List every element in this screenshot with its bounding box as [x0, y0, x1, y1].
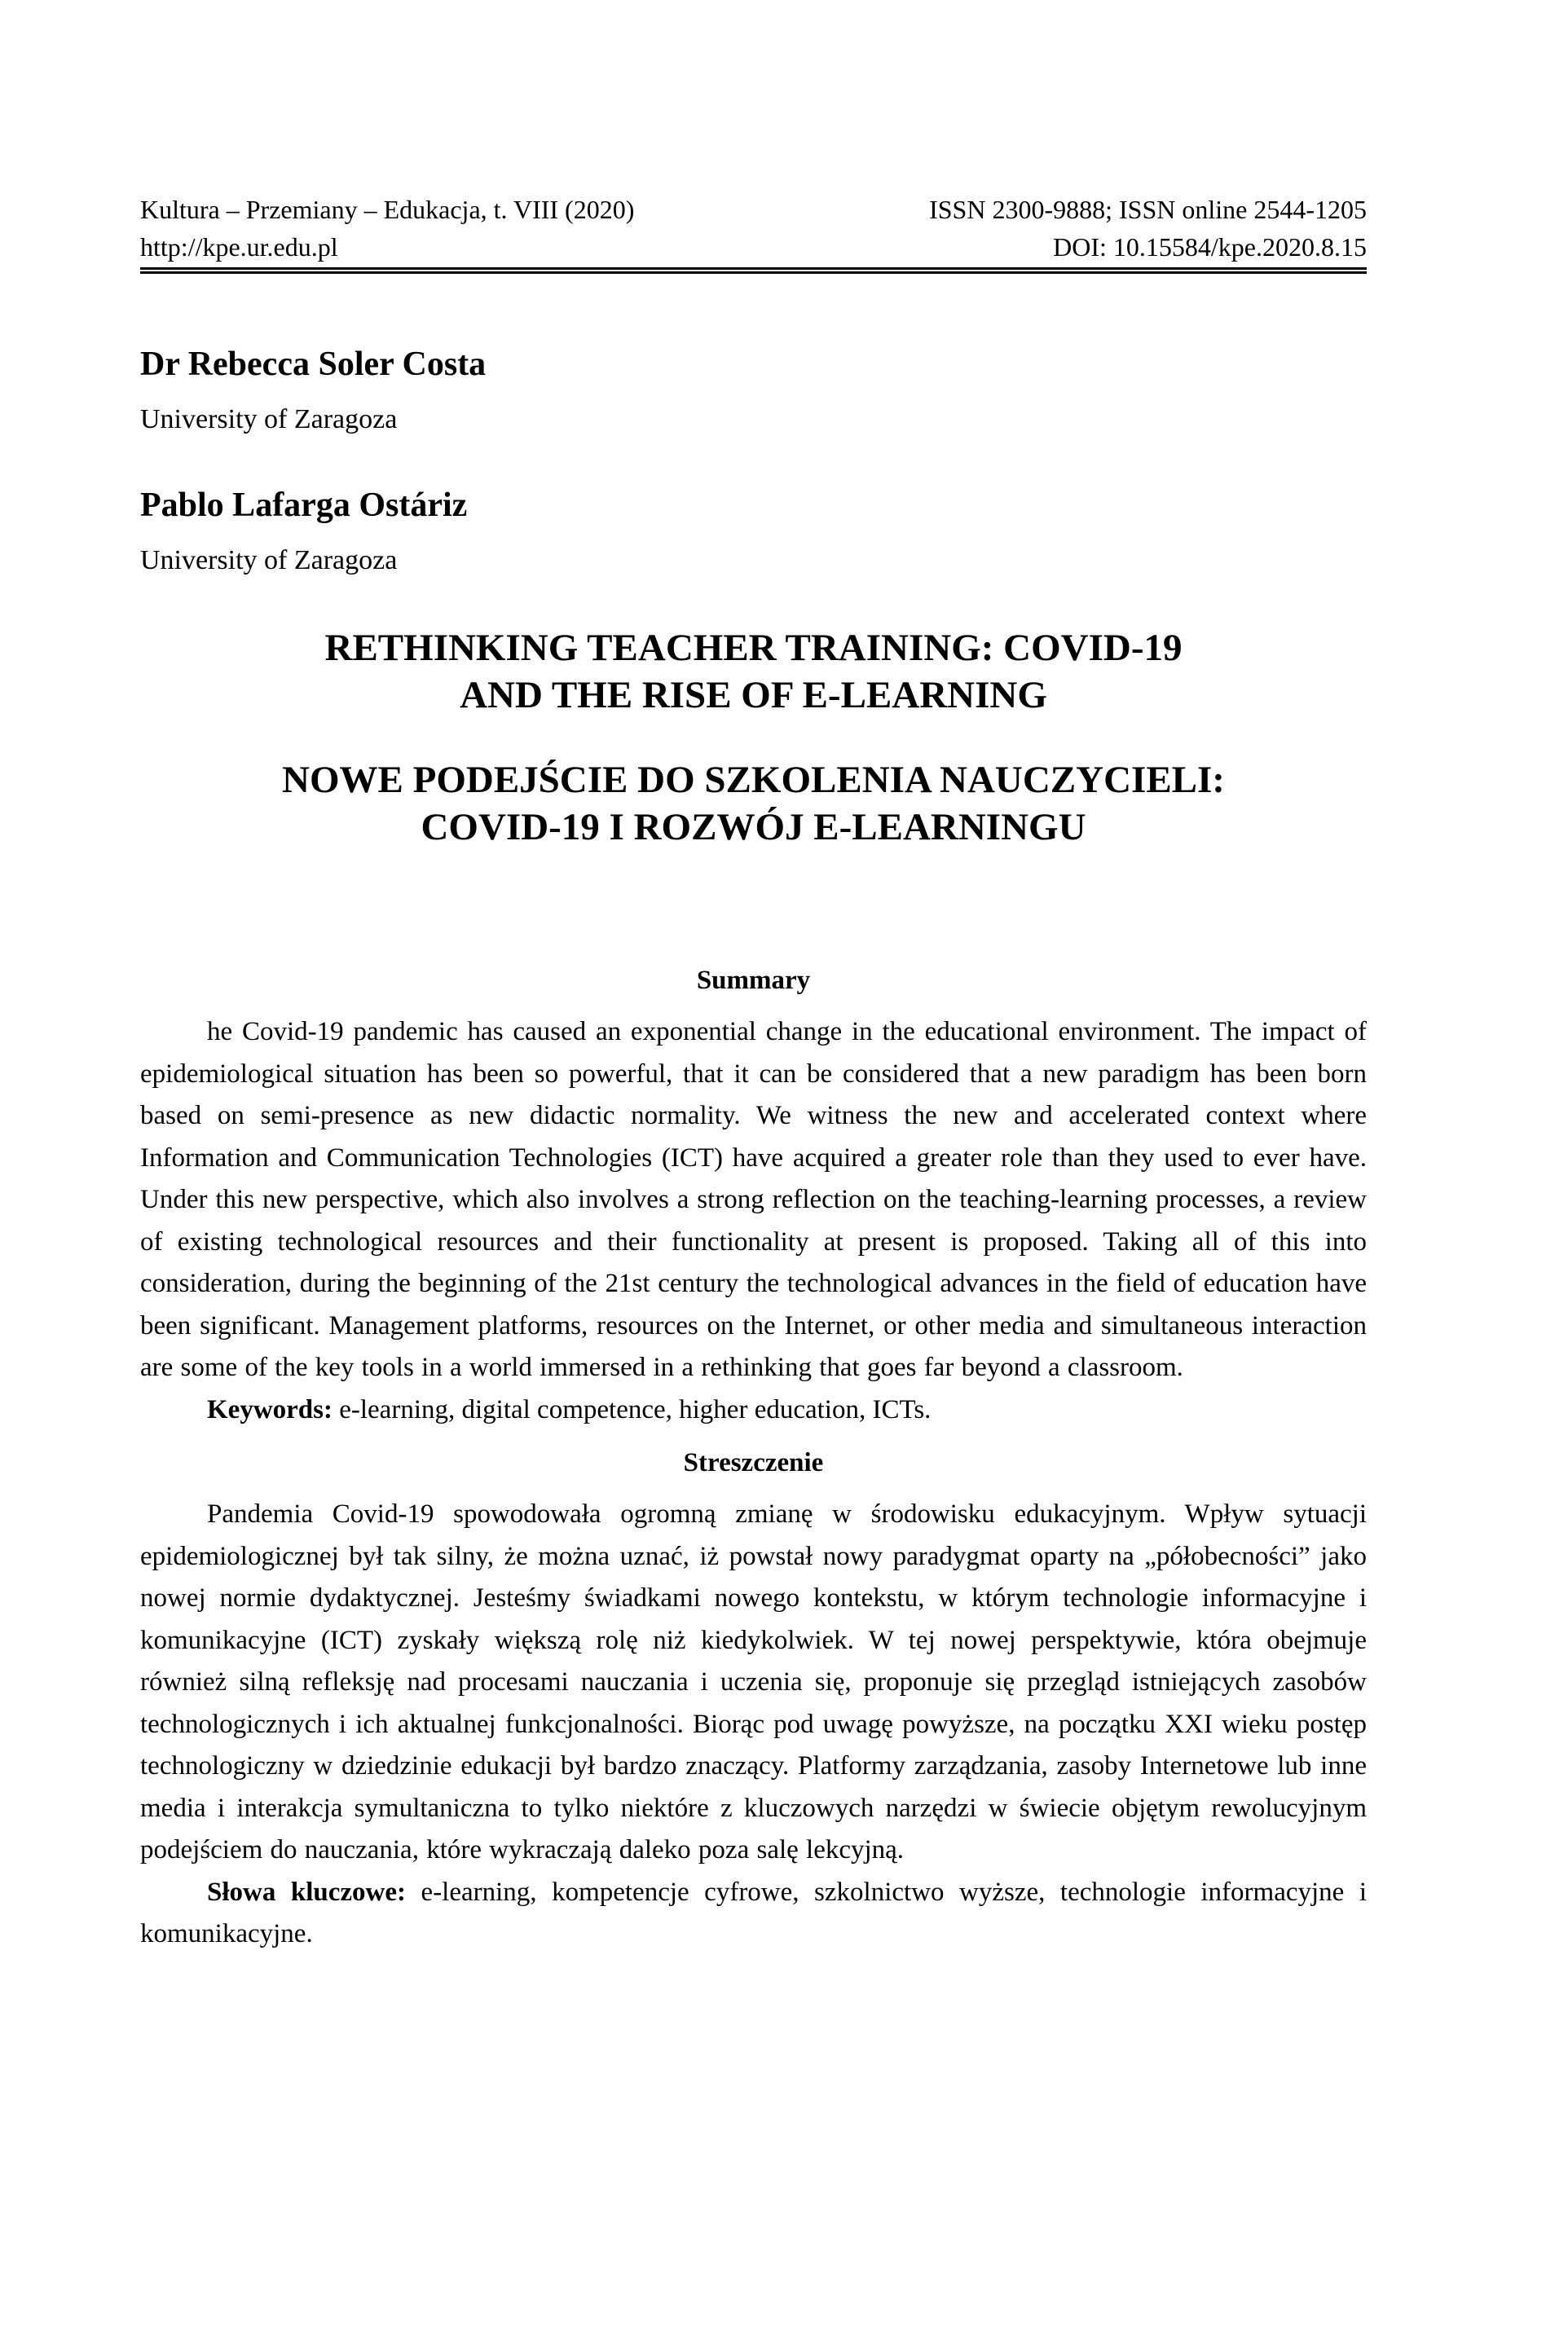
- article-title-english-line-2: AND THE RISE OF E-LEARNING: [460, 674, 1047, 716]
- streszczenie-keywords-text: e-learning, kompetencje cyfrowe, szkolnictwo wyższe, technologie informacyjne i komunikacyjne.: [140, 1877, 1367, 1948]
- journal-header-left: [140, 191, 634, 266]
- summary-body: he Covid-19 pandemic has caused an exponential change in the educational environment. The impact of epidemiological situation has been so powerful, that it can be considered that a new paradigm has been born based on semi-presence as new didactic normality. We witness the new and accelerated context where Information and Communication Technologies (ICT) have acquired a greater role than they used to ever have. Under this new perspective, which also involves a strong reflection on the teaching-learning processes, a review of existing technological resources and their functionality at present is proposed. Taking all of this into consideration, during the beginning of the 21st century the technological advances in the field of education have been significant. Management platforms, resources on the Internet, or other media and simultaneous interaction are some of the key tools in a world immersed in a rethinking that goes far beyond a classroom.: [140, 1017, 1367, 1382]
- streszczenie-keywords: [140, 1872, 1367, 1956]
- journal-header: [140, 191, 1367, 274]
- summary-keywords: [140, 1389, 1367, 1432]
- streszczenie-body: Pandemia Covid-19 spowodowała ogromną zmianę w środowisku edukacyjnym. Wpływ sytuacji epidemiologicznej był tak silny, że można uznać, iż powstał nowy paradygmat oparty na „półobecności” jako nowej normie dydaktycznej. Jesteśmy świadkami nowego kontekstu, w którym technologie informacyjne i komunikacyjne (ICT) zyskały większą rolę niż kiedykolwiek. W tej nowej perspektywie, która obejmuje również silną refleksję nad procesami nauczania i uczenia się, proponuje się przegląd istniejących zasobów technologicznych i ich aktualnej funkcjonalności. Biorąc pod uwagę powyższe, na początku XXI wieku postęp technologiczny w dziedzinie edukacji był bardzo znaczący. Platformy zarządzania, zasoby Internetowe lub inne media i interakcja symultaniczna to tylko niektóre z kluczowych narzędzi w świecie objętym rewolucyjnym podejściem do nauczania, które wykraczają daleko poza salę lekcyjną.: [140, 1499, 1367, 1865]
- article-title-polish-line-1: NOWE PODEJŚCIE DO SZKOLENIA NAUCZYCIELI:: [282, 759, 1225, 801]
- streszczenie-heading: Streszczenie: [683, 1448, 824, 1477]
- streszczenie-keywords-label: Słowa kluczowe:: [207, 1877, 407, 1907]
- summary-keywords-text: e-learning, digital competence, higher education, ICTs.: [339, 1394, 932, 1424]
- summary-keywords-label: Keywords:: [207, 1394, 333, 1424]
- journal-header-right: [929, 191, 1367, 266]
- article-title-polish: [140, 756, 1367, 851]
- summary-heading: Summary: [696, 966, 811, 995]
- author-affiliation-1: University of Zaragoza: [140, 404, 398, 434]
- author-name-1: Dr Rebecca Soler Costa: [140, 346, 487, 383]
- journal-url: http://kpe.ur.edu.pl: [140, 232, 338, 262]
- page-content: [140, 191, 1367, 1956]
- author-name-2: Pablo Lafarga Ostáriz: [140, 486, 468, 524]
- article-title-polish-line-2: COVID-19 I ROZWÓJ E-LEARNINGU: [421, 806, 1086, 848]
- article-title-english-line-1: RETHINKING TEACHER TRAINING: COVID-19: [324, 627, 1183, 669]
- article-title-english: [140, 624, 1367, 719]
- journal-doi: DOI: 10.15584/kpe.2020.8.15: [1053, 232, 1367, 262]
- journal-title: Kultura – Przemiany – Edukacja, t. VIII (2020): [140, 195, 635, 224]
- author-affiliation-2: University of Zaragoza: [140, 545, 398, 575]
- journal-issn: ISSN 2300-9888; ISSN online 2544-1205: [929, 195, 1367, 224]
